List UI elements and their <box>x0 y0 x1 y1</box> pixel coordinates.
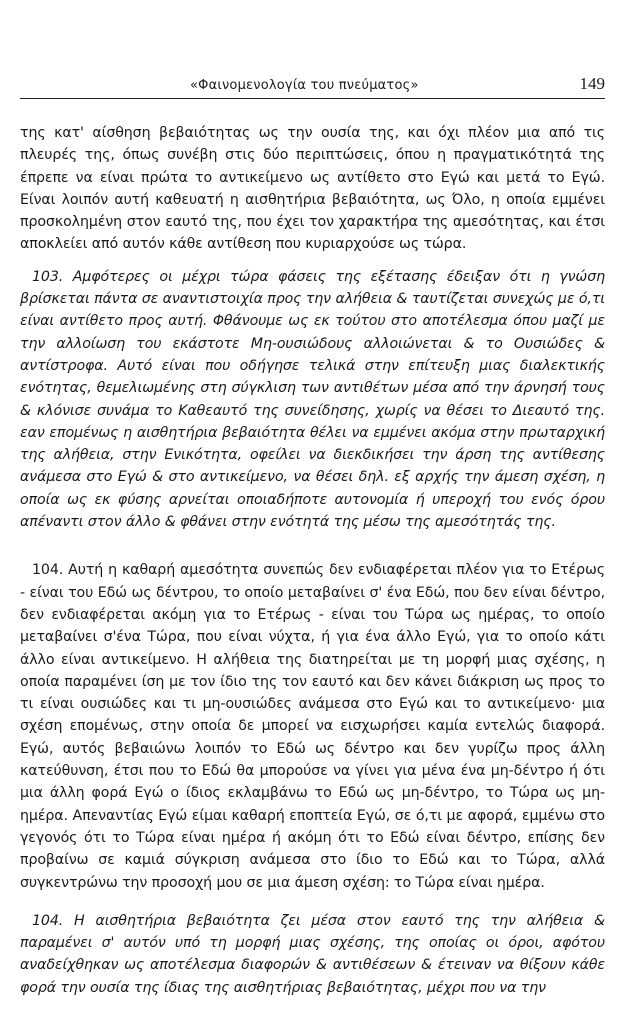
page-number: 149 <box>579 74 605 93</box>
paragraph-continuation <box>20 122 605 256</box>
running-title: «Φαινομενολογία του πνεύματος» <box>190 78 419 93</box>
page-body <box>20 122 605 999</box>
paragraph-number: 104. <box>32 562 64 579</box>
paragraph-104 <box>20 559 605 893</box>
paragraph-number: 104. <box>32 912 64 929</box>
paragraph-103 <box>20 266 605 534</box>
paragraph-text: Αυτή η καθαρή αμεσότητα συνεπώς δεν ενδιαφέρεται πλέον για το Ετέρως - είναι του Εδώ ως δέντρου, το οποίο μεταβαίνει σ' ένα Εδώ, που δεν είναι δέντρο, δεν ενδιαφέρεται ακόμη για το Ετέρως - είναι του Τώρα ως ημέρας, το οποίο μεταβαίνει σ'ένα Τώρα, που είναι νύχτα, ή για ένα άλλο Εγώ, για το οποίο κάτι άλλο είναι αντικείμενο. Η αλήθεια της διατηρείται με τη μορφή μιας σχέσης, η οποία παραμένει ίση με τον ίδιο της τον εαυτό και δεν κάνει διάκριση ως προς το τι είναι ουσιώδες και τι μη-ουσιώδες ανάμεσα στο Εγώ και το αντικείμενο· μια σχέση επομένως, στην οποία δε μπορεί να εισχωρήσει καμία εντελώς διαφορά. Εγώ, αυτός βεβαιώνω λοιπόν το Εδώ ως δέντρο και δεν γυρίζω προς άλλη κατεύθυνση, έτσι που το Εδώ θα μπορούσε να γίνει για μένα ένα μη-δέντρο ή ότι μια άλλη φορά Εγώ ο ίδιος εκλαμβάνω το Εδώ ως μη-δέντρο, το Τώρα ως μη-ημέρα. Απεναντίας Εγώ είμαι καθαρή εποπτεία Εγώ, σε ό,τι με αφορά, εμμένω στο γεγονός ότι το Τώρα είναι ημέρα ή ακόμη ότι το Εδώ είναι δέντρο, επίσης δεν προβαίνω σε καμιά σύγκριση ανάμεσα στο ίδιο το Εδώ και το Τώρα, αλλά συγκεντρώνω την προσοχή μου σε μια άμεση σχέση: το Τώρα είναι ημέρα. <box>20 562 605 891</box>
running-header <box>20 72 605 99</box>
paragraph-text: Η αισθητήρια βεβαιότητα ζει μέσα στον εαυτό της την αλήθεια & παραμένει σ' αυτόν υπό τη μορφή μιας σχέσης, της οποίας οι όροι, αφότου αναδείχθηκαν ως αποτέλεσμα διαφορών & αντιθέσεων & έτειναν να θίξουν κάθε φορά την ουσία της ίδιας της αισθητήριας βεβαιότητας, μέχρι που να την <box>20 912 605 996</box>
paragraph-number: 103. <box>32 268 64 285</box>
paragraph-text: Αμφότερες οι μέχρι τώρα φάσεις της εξέτασης έδειξαν ότι η γνώση βρίσκεται πάντα σε αναντιστοιχία προς την αλήθεια & ταυτίζεται συνεχώς με ό,τι είναι αντίθετο προς αυτή. Φθάνουμε ως εκ τούτου στο αποτέλεσμα όπου μαζί με την αλλοίωση του εκάστοτε Μη-ουσιώδους αλλοιώνεται & το Ουσιώδες & αντίστροφα. Αυτό είναι που οδήγησε τελικά στην επίτευξη μιας διαλεκτικής ενότητας, θεμελιωμένης στη σύγκλιση των αντιθέτων μέσα από την άρνησή τους & κλόνισε συνάμα το Καθεαυτό της συνείδησης, χωρίς να θέσει το Διεαυτό της. εαν επομένως η αισθητήρια βεβαιότητα θέλει να εμμένει ακόμα στην πρωταρχική της αλήθεια, στην Ενικότητα, οφείλει να διεκδικήσει την άρση της αντίθεσης ανάμεσα στο Εγώ & στο αντικείμενο, να θέσει δηλ. εξ αρχής την άμεση σχέση, η οποία ως εκ φύσης αρνείται οποιαδήποτε αυτονομία ή υπεροχή του ενός όρου απέναντι στον άλλο & φθάνει στην ενότητά της μέσω της αμεσότητάς της. <box>20 268 605 531</box>
paragraph-104-second <box>20 910 605 999</box>
paragraph-text: της κατ' αίσθηση βεβαιότητας ως την ουσία της, και όχι πλέον μια από τις πλευρές της, όπως συνέβη στις δύο περιπτώσεις, όπου η πραγματικότητά της έπρεπε να είναι πρώτα το αντικείμενο ως αντίθετο στο Εγώ και μετά το Εγώ. Είναι λοιπόν αυτή καθευατή η αισθητήρια βεβαιότητα, ως Όλο, η οποία εμμένει προσκολημένη στον εαυτό της, που έχει τον χαρακτήρα της αμεσότητας, και έτσι αποκλείει από αυτόν κάθε αντίθεση που κυριαρχούσε ως τώρα. <box>20 125 605 253</box>
